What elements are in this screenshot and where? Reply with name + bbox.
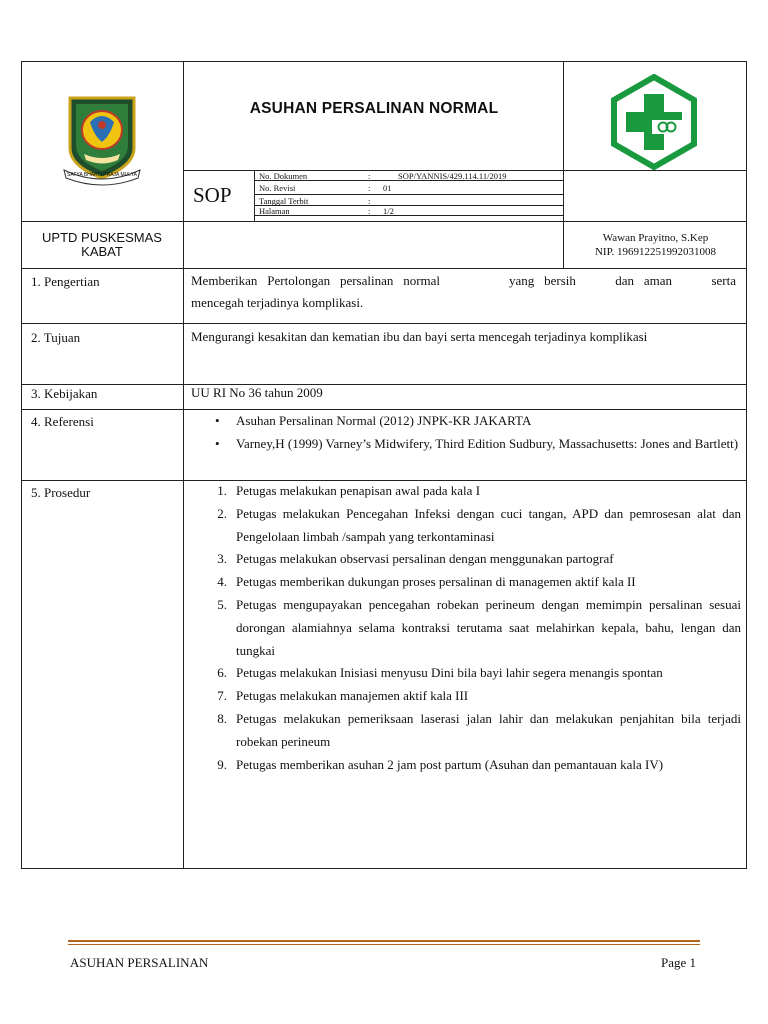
section-label-prosedur: 5. Prosedur bbox=[31, 485, 91, 500]
list-item: 6. Petugas melakukan Inisiasi menyusu Dini bila bayi lahir segera menangis spontan bbox=[217, 665, 663, 681]
meta-line bbox=[254, 194, 563, 195]
meta-sep: : bbox=[368, 196, 371, 206]
unit-line2: KABAT bbox=[81, 244, 123, 259]
section-label-referensi: 4. Referensi bbox=[31, 414, 94, 429]
meta-label-no-dokumen: No. Dokumen bbox=[259, 171, 308, 181]
list-item: 3. Petugas melakukan observasi persalinan dengan menggunakan partograf bbox=[217, 551, 614, 567]
pengertian-row-divider bbox=[21, 323, 747, 324]
section-label-kebijakan: 3. Kebijakan bbox=[31, 386, 98, 401]
puskesmas-logo bbox=[606, 74, 702, 170]
meta-divider bbox=[254, 170, 255, 221]
meta-label-no-revisi: No. Revisi bbox=[259, 183, 296, 193]
section-label-pengertian: 1. Pengertian bbox=[31, 274, 100, 289]
regional-crest-logo bbox=[60, 92, 144, 190]
reference-list bbox=[191, 410, 741, 455]
meta-value-no-revisi: 01 bbox=[383, 183, 392, 193]
unit-name bbox=[21, 231, 183, 259]
procedure-steps bbox=[191, 480, 741, 776]
pengertian-line1: Memberikan Pertolongan persalinan normal yang bersih dan aman serta bbox=[191, 273, 736, 288]
sop-label: SOP bbox=[193, 183, 232, 207]
pengertian-content bbox=[191, 270, 736, 314]
section-label-tujuan: 2. Tujuan bbox=[31, 330, 81, 345]
crest-motto: SATYA BHAKTI PRAJA MULYA bbox=[67, 172, 137, 178]
footer-title: ASUHAN PERSALINAN bbox=[70, 955, 209, 970]
header-row-divider bbox=[21, 221, 747, 222]
meta-label-tanggal-terbit: Tanggal Terbit bbox=[259, 196, 309, 206]
list-item: 2. Petugas melakukan Pencegahan Infeksi dengan cuci tangan, APD dan pemrosesan alat dan Pengelolaan limbah /sampah yang terkontaminasi bbox=[217, 505, 741, 544]
meta-value-no-dokumen: SOP/YANNIS/429.114.11/2019 bbox=[398, 171, 507, 181]
signatory bbox=[564, 231, 747, 259]
footer-rule bbox=[68, 940, 700, 942]
meta-value-halaman: 1/2 bbox=[383, 206, 394, 216]
signatory-name: Wawan Prayitno, S.Kep bbox=[602, 232, 709, 244]
list-item: • Varney,H (1999) Varney’s Midwifery, Third Edition Sudbury, Massachusetts: Jones and Bartlett) bbox=[191, 433, 741, 456]
unit-row-divider bbox=[21, 268, 747, 269]
unit-line1: UPTD PUSKESMAS bbox=[42, 230, 162, 245]
meta-sep: : bbox=[368, 206, 371, 216]
page-number: Page 1 bbox=[660, 955, 696, 970]
meta-sep: : bbox=[368, 171, 371, 181]
column-divider bbox=[183, 61, 184, 869]
bullet-icon: • bbox=[215, 435, 220, 451]
tujuan-content: Mengurangi kesakitan dan kematian ibu dan bayi serta mencegah terjadinya komplikasi bbox=[191, 329, 648, 344]
meta-line bbox=[254, 215, 563, 216]
prosedur-content bbox=[191, 480, 741, 776]
signatory-nip: NIP. 196912251992031008 bbox=[594, 246, 716, 258]
list-item: 4. Petugas memberikan dukungan proses persalinan di managemen aktif kala II bbox=[217, 574, 636, 590]
kebijakan-content: UU RI No 36 tahun 2009 bbox=[191, 385, 323, 400]
list-item: 5. Petugas mengupayakan pencegahan robekan perineum dengan memimpin persalinan sesuai dorongan alamiahnya selama kontraksi terutama saat melahirkan kepala, bahu, lengan dan tungkai bbox=[217, 596, 741, 658]
list-item: 9. Petugas memberikan asuhan 2 jam post partum (Asuhan dan pemantauan kala IV) bbox=[217, 756, 664, 772]
footer-rule bbox=[68, 944, 700, 945]
referensi-content bbox=[191, 410, 741, 455]
bullet-icon: • bbox=[215, 413, 220, 428]
document-title: ASUHAN PERSALINAN NORMAL bbox=[249, 100, 499, 117]
pengertian-line2: mencegah terjadinya komplikasi. bbox=[191, 295, 364, 310]
list-item: • Asuhan Persalinan Normal (2012) JNPK-KR JAKARTA bbox=[191, 410, 741, 433]
meta-label-halaman: Halaman bbox=[259, 206, 290, 216]
list-item: 1. Petugas melakukan penapisan awal pada kala I bbox=[217, 483, 481, 498]
meta-sep: : bbox=[368, 183, 371, 193]
list-item: 8. Petugas melakukan pemeriksaan laserasi jalan lahir dan melakukan penjahitan bila terjadi robekan perineum bbox=[217, 710, 741, 749]
list-item: 7. Petugas melakukan manajemen aktif kala III bbox=[217, 688, 469, 704]
